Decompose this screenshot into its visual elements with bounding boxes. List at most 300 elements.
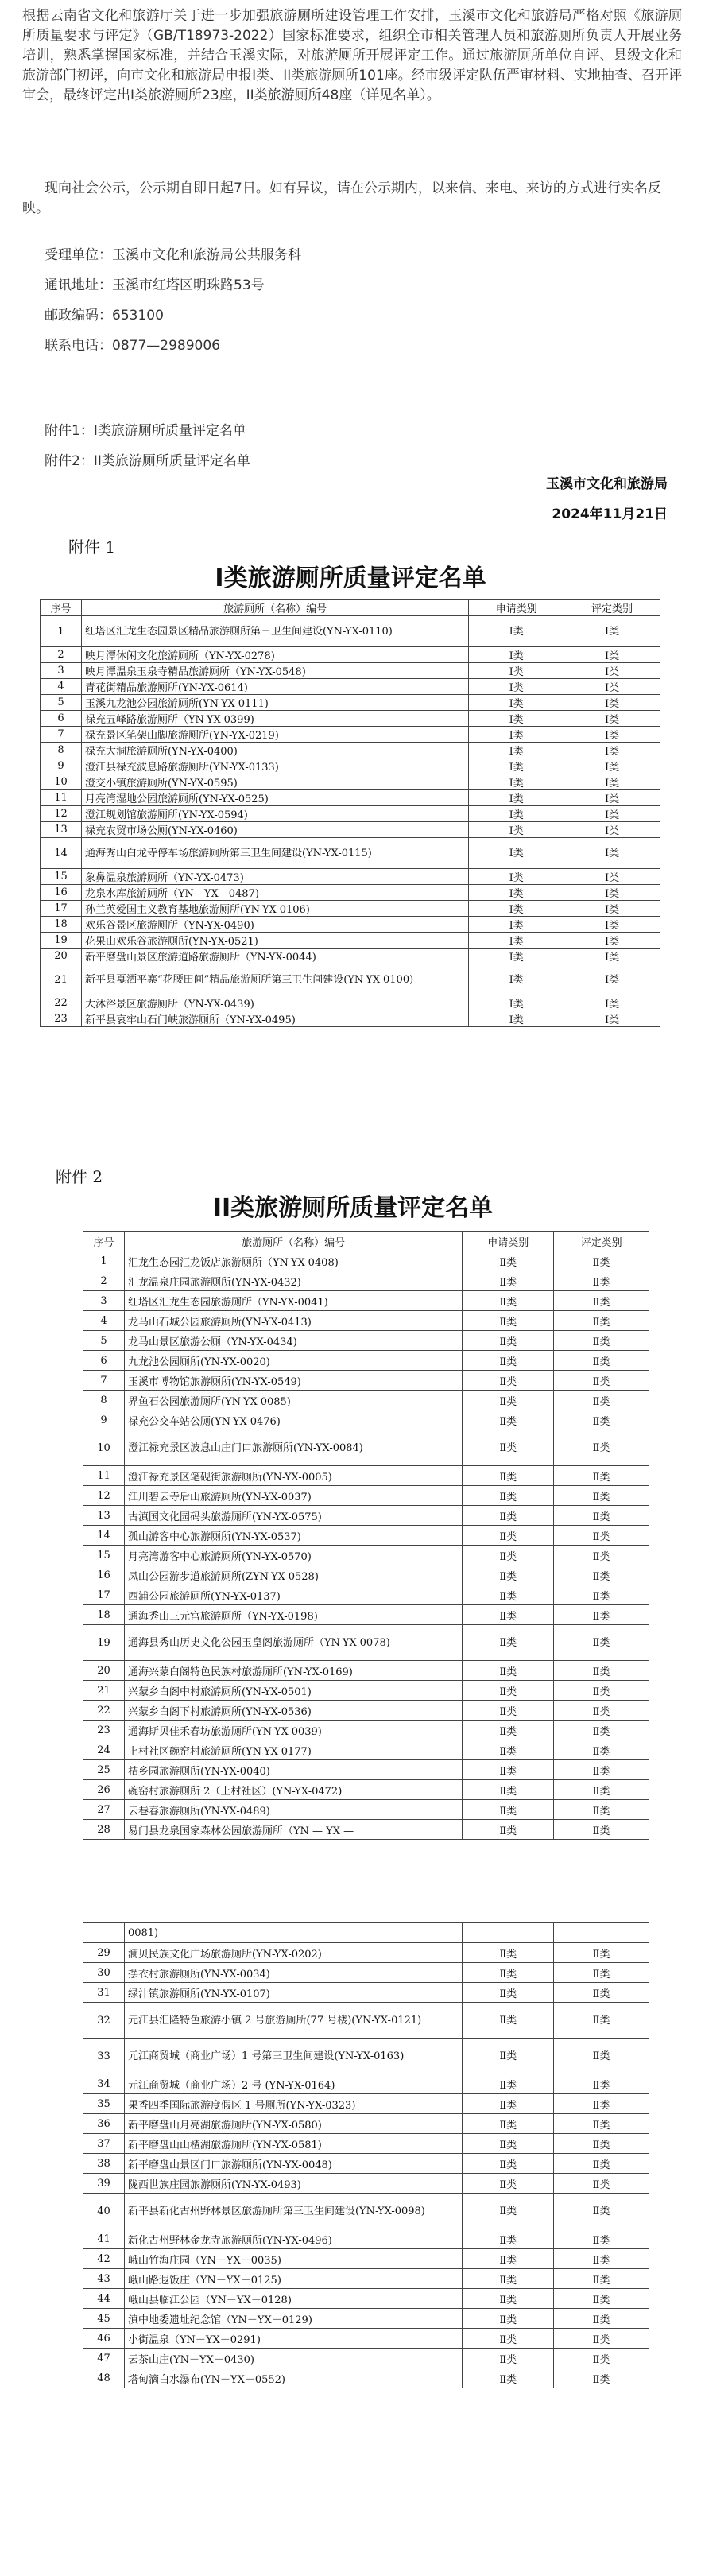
row-number: 45	[83, 2309, 125, 2329]
rated-category: Ⅰ类	[564, 964, 660, 995]
annex1-label: 附件 1	[68, 537, 116, 557]
applied-category: Ⅱ类	[463, 1585, 554, 1605]
intro-section	[22, 6, 682, 106]
intro-paragraph: 根据云南省文化和旅游厅关于进一步加强旅游厕所建设管理工作安排，玉溪市文化和旅游局严格对照《旅游厕所质量要求与评定》（GB/T18973-2022）国家标准要求，组织全市相关管理人员和旅游厕所负责人开展业务培训，熟悉掌握国家标准，并结合玉溪实际，对旅游厕所开展评定工作。通过旅游厕所单位自评、县级文化和旅游部门初评，向市文化和旅游局申报I类、II类旅游厕所101座。经市级评定队伍严审材料、实地抽查、召开评审会，最终评定出I类旅游厕所23座，II类旅游厕所48座（详见名单）。	[22, 8, 682, 103]
toilet-name: 青花街精品旅游厕所(YN-YX-0614)	[81, 679, 468, 695]
row-number: 18	[83, 1605, 125, 1625]
row-number: 11	[83, 1466, 125, 1486]
toilet-name: 新平磨盘山月亮湖旅游厕所(YN-YX-0580)	[124, 2114, 462, 2134]
table-row	[83, 1681, 649, 1701]
row-number: 16	[41, 885, 82, 901]
toilet-name: 摆衣村旅游厕所(YN-YX-0034)	[124, 1963, 462, 1983]
toilet-name: 澄江县禄充波息路旅游厕所(YN-YX-0133)	[81, 758, 468, 774]
annex2-table	[83, 1231, 649, 1840]
rated-category: Ⅱ类	[554, 2003, 649, 2039]
applied-category: Ⅱ类	[463, 1701, 554, 1721]
rated-category: Ⅱ类	[554, 2174, 649, 2194]
signature-date: 2024年11月21日	[552, 506, 668, 522]
row-number: 1	[41, 616, 82, 647]
row-number: 34	[83, 2074, 125, 2094]
table-row	[83, 1351, 649, 1371]
toilet-name: 禄充大洞旅游厕所(YN-YX-0400)	[81, 743, 468, 758]
row-number: 4	[83, 1311, 125, 1331]
table-row	[41, 711, 660, 727]
applied-category: Ⅰ类	[469, 806, 564, 822]
applied-category: Ⅱ类	[463, 1800, 554, 1820]
annex2-label: 附件 2	[56, 1167, 103, 1186]
applied-category: Ⅰ类	[469, 869, 564, 885]
row-number: 29	[83, 1943, 125, 1963]
toilet-name: 凤山公园游步道旅游厕所(ZYN-YX-0528)	[124, 1565, 462, 1585]
rated-category: Ⅰ类	[564, 711, 660, 727]
toilet-name: 新平磨盘山景区旅游道路旅游厕所（YN-YX-0044)	[81, 949, 468, 964]
rated-category: Ⅰ类	[564, 663, 660, 679]
row-number: 24	[83, 1740, 125, 1760]
row-number: 4	[41, 679, 82, 695]
row-number: 12	[41, 806, 82, 822]
rated-category: Ⅱ类	[554, 1391, 649, 1410]
rated-category: Ⅱ类	[554, 1565, 649, 1585]
table-row	[41, 995, 660, 1011]
row-number: 16	[83, 1565, 125, 1585]
rated-category: Ⅱ类	[554, 1661, 649, 1681]
toilet-name: 小街温泉（YN－YX－0291)	[124, 2329, 462, 2349]
row-number: 9	[41, 758, 82, 774]
row-number: 8	[41, 743, 82, 758]
applied-category: Ⅱ类	[463, 1271, 554, 1291]
rated-category: Ⅱ类	[554, 1311, 649, 1331]
applied-category: Ⅱ类	[463, 2269, 554, 2289]
annex2-cont-table-body	[83, 1923, 649, 2388]
table-row	[83, 1546, 649, 1565]
row-number: 48	[83, 2368, 125, 2388]
rated-category: Ⅰ类	[564, 790, 660, 806]
table-row	[41, 822, 660, 838]
table-row	[83, 2368, 649, 2388]
toilet-name: 孤山游客中心旅游厕所(YN-YX-0537)	[124, 1526, 462, 1546]
applied-category: Ⅱ类	[463, 1351, 554, 1371]
applied-category: Ⅰ类	[469, 727, 564, 743]
rated-category: Ⅱ类	[554, 2368, 649, 2388]
rated-category: Ⅱ类	[554, 1466, 649, 1486]
applied-category: Ⅱ类	[463, 1681, 554, 1701]
table-row	[41, 758, 660, 774]
table-row	[83, 1565, 649, 1585]
rated-category: Ⅰ类	[564, 695, 660, 711]
rated-category: Ⅱ类	[554, 1800, 649, 1820]
toilet-name: 通海斯贝佳禾春坊旅游厕所(YN-YX-0039)	[124, 1721, 462, 1740]
rated-category: Ⅱ类	[554, 1351, 649, 1371]
row-number: 13	[83, 1506, 125, 1526]
table-row	[41, 806, 660, 822]
row-number: 22	[41, 995, 82, 1011]
row-number: 32	[83, 2003, 125, 2039]
table-row	[41, 869, 660, 885]
table-row	[83, 2074, 649, 2094]
row-number: 10	[41, 774, 82, 790]
applied-category: Ⅰ类	[469, 933, 564, 949]
applied-category: Ⅱ类	[463, 1760, 554, 1780]
applied-category: Ⅰ类	[469, 917, 564, 933]
table-row	[83, 2309, 649, 2329]
applied-category: Ⅱ类	[463, 1526, 554, 1546]
applied-category: Ⅱ类	[463, 2003, 554, 2039]
row-number: 3	[83, 1291, 125, 1311]
row-number: 27	[83, 1800, 125, 1820]
rated-category: Ⅰ类	[564, 1011, 660, 1027]
toilet-name: 峨山县临江公园（YN－YX－0128)	[124, 2289, 462, 2309]
toilet-name: 禄充公交车站公厕(YN-YX-0476)	[124, 1410, 462, 1430]
applied-category: Ⅱ类	[463, 1546, 554, 1565]
table-header-row	[83, 1232, 649, 1251]
table-row	[83, 1251, 649, 1271]
applied-category: Ⅰ类	[469, 790, 564, 806]
applied-category: Ⅰ类	[469, 774, 564, 790]
toilet-name: 映月潭温泉玉泉寺精品旅游厕所（YN-YX-0548)	[81, 663, 468, 679]
toilet-name: 桔乡园旅游厕所(YN-YX-0040)	[124, 1760, 462, 1780]
applied-category: Ⅰ类	[469, 901, 564, 917]
toilet-name: 陇西世族庄园旅游厕所(YN-YX-0493)	[124, 2174, 462, 2194]
applied-category: Ⅱ类	[463, 2154, 554, 2174]
header-rated: 评定类别	[564, 600, 660, 616]
toilet-name: 云茶山庄(YN－YX－0430)	[124, 2349, 462, 2368]
rated-category: Ⅱ类	[554, 1585, 649, 1605]
rated-category: Ⅱ类	[554, 1820, 649, 1840]
table-row	[83, 2229, 649, 2249]
table-row	[83, 2039, 649, 2074]
row-number: 12	[83, 1486, 125, 1506]
table-row	[41, 663, 660, 679]
toilet-name: 江川碧云寺后山旅游厕所(YN-YX-0037)	[124, 1486, 462, 1506]
attachment-list	[45, 416, 250, 476]
rated-category: Ⅱ类	[554, 1943, 649, 1963]
table-row	[41, 949, 660, 964]
table-row	[41, 917, 660, 933]
rated-category: Ⅰ类	[564, 616, 660, 647]
table-row	[83, 1780, 649, 1800]
row-number: 19	[41, 933, 82, 949]
rated-category: Ⅱ类	[554, 1605, 649, 1625]
table-row	[83, 2289, 649, 2309]
signature-org: 玉溪市文化和旅游局	[546, 476, 668, 492]
contact-postcode: 邮政编码：653100	[45, 308, 164, 324]
applied-category: Ⅰ类	[469, 1011, 564, 1027]
applied-category: Ⅱ类	[463, 1430, 554, 1466]
applied-category: Ⅱ类	[463, 1625, 554, 1661]
applied-category: Ⅰ类	[469, 995, 564, 1011]
toilet-name: 禄充景区笔架山脚旅游厕所(YN-YX-0219)	[81, 727, 468, 743]
toilet-name: 澜贝民族文化广场旅游厕所(YN-YX-0202)	[124, 1943, 462, 1963]
table-row	[41, 933, 660, 949]
applied-category: Ⅰ类	[469, 758, 564, 774]
table-row	[83, 1820, 649, 1840]
table-row	[83, 1311, 649, 1331]
toilet-name: 通海兴蒙白阁特色民族村旅游厕所(YN-YX-0169)	[124, 1661, 462, 1681]
toilet-name: 龙泉水库旅游厕所（YN—YX—0487)	[81, 885, 468, 901]
toilet-name: 通海秀山白龙寺停车场旅游厕所第三卫生间建设(YN-YX-0115)	[81, 838, 468, 869]
table-row	[83, 1605, 649, 1625]
rated-category: Ⅱ类	[554, 2329, 649, 2349]
row-number: 15	[83, 1546, 125, 1565]
applied-category: Ⅱ类	[463, 2134, 554, 2154]
contact-unit: 受理单位：玉溪市文化和旅游局公共服务科	[45, 247, 301, 263]
toilet-name: 花果山欢乐谷旅游厕所(YN-YX-0521)	[81, 933, 468, 949]
applied-category: Ⅱ类	[463, 1820, 554, 1840]
table-row	[83, 2349, 649, 2368]
rated-category: Ⅱ类	[554, 2134, 649, 2154]
toilet-name: 新化古州野林金龙寺旅游厕所(YN-YX-0496)	[124, 2229, 462, 2249]
header-applied: 申请类别	[469, 600, 564, 616]
table-row	[83, 1661, 649, 1681]
applied-category: Ⅰ类	[469, 885, 564, 901]
table-header-row	[41, 600, 660, 616]
applied-category: Ⅱ类	[463, 1291, 554, 1311]
applied-category: Ⅱ类	[463, 2309, 554, 2329]
rated-category: Ⅰ类	[564, 917, 660, 933]
applied-category: Ⅱ类	[463, 1943, 554, 1963]
rated-category: Ⅱ类	[554, 1526, 649, 1546]
notice-section	[22, 179, 682, 219]
row-number: 43	[83, 2269, 125, 2289]
rated-category: Ⅰ类	[564, 806, 660, 822]
table-row	[83, 1701, 649, 1721]
row-number: 47	[83, 2349, 125, 2368]
toilet-name: 滇中地委遗址纪念馆（YN－YX－0129)	[124, 2309, 462, 2329]
applied-category: Ⅱ类	[463, 2249, 554, 2269]
row-number: 7	[83, 1371, 125, 1391]
table-row	[41, 885, 660, 901]
table-row	[83, 1963, 649, 1983]
applied-category: Ⅱ类	[463, 1466, 554, 1486]
toilet-name: 西浦公园旅游厕所(YN-YX-0137)	[124, 1585, 462, 1605]
rated-category: Ⅱ类	[554, 2349, 649, 2368]
row-number: 5	[83, 1331, 125, 1351]
table-row	[83, 2194, 649, 2229]
row-number: 17	[41, 901, 82, 917]
toilet-name: 通海秀山三元宫旅游厕所（YN-YX-0198)	[124, 1605, 462, 1625]
rated-category: Ⅱ类	[554, 2269, 649, 2289]
applied-category: Ⅱ类	[463, 1661, 554, 1681]
rated-category: Ⅱ类	[554, 1701, 649, 1721]
rated-category: Ⅱ类	[554, 2289, 649, 2309]
table-row	[41, 838, 660, 869]
row-number: 8	[83, 1391, 125, 1410]
table-row	[83, 1721, 649, 1740]
toilet-name: 汇龙生态园汇龙饭店旅游厕所（YN-YX-0408)	[124, 1251, 462, 1271]
rated-category: Ⅱ类	[554, 1371, 649, 1391]
toilet-name: 禄充农贸市场公厕(YN-YX-0460)	[81, 822, 468, 838]
toilet-name: 兴蒙乡白阁中村旅游厕所(YN-YX-0501)	[124, 1681, 462, 1701]
carry-over-row	[83, 1923, 649, 1943]
applied-category: Ⅱ类	[463, 1740, 554, 1760]
contact-info	[45, 240, 301, 361]
row-number: 33	[83, 2039, 125, 2074]
toilet-name: 元江县汇隆特色旅游小镇 2 号旅游厕所(77 号楼)(YN-YX-0121)	[124, 2003, 462, 2039]
rated-category: Ⅰ类	[564, 647, 660, 663]
rated-category: Ⅱ类	[554, 1780, 649, 1800]
rated-category: Ⅰ类	[564, 885, 660, 901]
table-row	[41, 647, 660, 663]
applied-category: Ⅱ类	[463, 1311, 554, 1331]
applied-category: Ⅰ类	[469, 949, 564, 964]
toilet-name: 月亮湾湿地公园旅游厕所(YN-YX-0525)	[81, 790, 468, 806]
rated-category: Ⅱ类	[554, 2229, 649, 2249]
rated-category: Ⅰ类	[564, 901, 660, 917]
toilet-name: 塔甸滴白水瀑布(YN－YX－0552)	[124, 2368, 462, 2388]
row-number: 21	[41, 964, 82, 995]
table-row	[41, 695, 660, 711]
toilet-name: 上村社区碗窑村旅游厕所(YN-YX-0177)	[124, 1740, 462, 1760]
table-row	[83, 1331, 649, 1351]
row-number: 18	[41, 917, 82, 933]
table-row	[83, 1271, 649, 1291]
applied-category: Ⅱ类	[463, 2174, 554, 2194]
row-number: 26	[83, 1780, 125, 1800]
applied-category: Ⅱ类	[463, 2289, 554, 2309]
applied-category: Ⅱ类	[463, 1371, 554, 1391]
table-row	[83, 1391, 649, 1410]
table-row	[83, 1800, 649, 1820]
row-number: 14	[41, 838, 82, 869]
signature-block	[546, 469, 668, 530]
rated-category: Ⅰ类	[564, 869, 660, 885]
applied-category: Ⅰ类	[469, 679, 564, 695]
row-number: 42	[83, 2249, 125, 2269]
row-number: 15	[41, 869, 82, 885]
toilet-name: 新平县哀牢山石门峡旅游厕所（YN-YX-0495)	[81, 1011, 468, 1027]
toilet-name: 元江商贸城（商业广场）2 号 (YN-YX-0164)	[124, 2074, 462, 2094]
table-row	[83, 1466, 649, 1486]
applied-category: Ⅱ类	[463, 1780, 554, 1800]
row-number: 30	[83, 1963, 125, 1983]
toilet-name: 元江商贸城（商业广场）1 号第三卫生间建设(YN-YX-0163)	[124, 2039, 462, 2074]
row-number: 3	[41, 663, 82, 679]
table-row	[83, 1371, 649, 1391]
row-number: 20	[83, 1661, 125, 1681]
table-row	[83, 1291, 649, 1311]
applied-category: Ⅰ类	[469, 964, 564, 995]
applied-category: Ⅱ类	[463, 1565, 554, 1585]
contact-address: 通讯地址：玉溪市红塔区明珠路53号	[45, 277, 265, 293]
rated-category: Ⅱ类	[554, 2114, 649, 2134]
header-name: 旅游厕所（名称）编号	[124, 1232, 462, 1251]
rated-category: Ⅰ类	[564, 774, 660, 790]
toilet-name: 九龙池公园厕所(YN-YX-0020)	[124, 1351, 462, 1371]
row-number: 37	[83, 2134, 125, 2154]
toilet-name: 易门县龙泉国家森林公园旅游厕所（YN — YX —	[124, 1820, 462, 1840]
row-number: 22	[83, 1701, 125, 1721]
table-row	[83, 1740, 649, 1760]
toilet-name: 汇龙温泉庄园旅游厕所(YN-YX-0432)	[124, 1271, 462, 1291]
rated-category: Ⅱ类	[554, 1430, 649, 1466]
toilet-name: 绿汁镇旅游厕所(YN-YX-0107)	[124, 1983, 462, 2003]
table-row	[83, 1410, 649, 1430]
rated-category: Ⅱ类	[554, 1740, 649, 1760]
applied-category: Ⅱ类	[463, 1506, 554, 1526]
applied-category: Ⅱ类	[463, 2114, 554, 2134]
rated-category: Ⅱ类	[554, 1506, 649, 1526]
toilet-name: 澄江禄充景区笔砚街旅游厕所(YN-YX-0005)	[124, 1466, 462, 1486]
toilet-name: 澄交小镇旅游厕所(YN-YX-0595)	[81, 774, 468, 790]
row-number: 38	[83, 2154, 125, 2174]
attachment-item: 附件2：II类旅游厕所质量评定名单	[45, 453, 250, 469]
contact-phone: 联系电话：0877—2989006	[45, 338, 220, 354]
applied-category: Ⅱ类	[463, 2229, 554, 2249]
toilet-name: 峨山路遐饭庄（YN－YX－0125)	[124, 2269, 462, 2289]
applied-category: Ⅱ类	[463, 1605, 554, 1625]
toilet-name: 峨山竹海庄园（YN－YX－0035)	[124, 2249, 462, 2269]
attachment-item: 附件1：I类旅游厕所质量评定名单	[45, 423, 246, 439]
toilet-name: 古滇国文化园码头旅游厕所(YN-YX-0575)	[124, 1506, 462, 1526]
table-row	[83, 2154, 649, 2174]
row-number: 2	[83, 1271, 125, 1291]
applied-category: Ⅰ类	[469, 647, 564, 663]
annex1-table-body	[41, 616, 660, 1027]
table-row	[41, 1011, 660, 1027]
toilet-name: 通海县秀山历史文化公园玉皇阁旅游厕所（YN-YX-0078)	[124, 1625, 462, 1661]
table-row	[83, 2134, 649, 2154]
applied-category: Ⅱ类	[463, 2349, 554, 2368]
row-number: 31	[83, 1983, 125, 2003]
applied-category: Ⅱ类	[463, 1983, 554, 2003]
toilet-name: 果香四季国际旅游度假区 1 号厕所(YN-YX-0323)	[124, 2094, 462, 2114]
annex1-table	[40, 599, 660, 1027]
rated-category: Ⅰ类	[564, 995, 660, 1011]
rated-category: Ⅰ类	[564, 838, 660, 869]
row-number: 1	[83, 1251, 125, 1271]
annex2-title: II类旅游厕所质量评定名单	[212, 1194, 494, 1222]
rated-category: Ⅰ类	[564, 949, 660, 964]
toilet-name: 龙马山石城公园旅游厕所(YN-YX-0413)	[124, 1311, 462, 1331]
row-number: 19	[83, 1625, 125, 1661]
row-number: 9	[83, 1410, 125, 1430]
applied-category: Ⅰ类	[469, 711, 564, 727]
rated-category: Ⅱ类	[554, 1410, 649, 1430]
applied-category: Ⅰ类	[469, 695, 564, 711]
applied-category: Ⅰ类	[469, 743, 564, 758]
row-number: 11	[41, 790, 82, 806]
row-number: 21	[83, 1681, 125, 1701]
rated-category: Ⅰ类	[564, 727, 660, 743]
applied-category: Ⅰ类	[469, 663, 564, 679]
table-row	[83, 1943, 649, 1963]
rated-category: Ⅱ类	[554, 2249, 649, 2269]
applied-category: Ⅰ类	[469, 616, 564, 647]
toilet-name: 澄江规划馆旅游厕所(YN-YX-0594)	[81, 806, 468, 822]
rated-category: Ⅱ类	[554, 2194, 649, 2229]
applied-category: Ⅰ类	[469, 838, 564, 869]
toilet-name: 象鼻温泉旅游厕所（YN-YX-0473)	[81, 869, 468, 885]
row-number: 5	[41, 695, 82, 711]
notice-paragraph: 现向社会公示，公示期自即日起7日。如有异议，请在公示期内，以来信、来电、来访的方式进行实名反映。	[22, 180, 661, 216]
rated-category: Ⅱ类	[554, 1546, 649, 1565]
toilet-name: 龙马山景区旅游公厕（YN-YX-0434)	[124, 1331, 462, 1351]
toilet-name: 月亮湾游客中心旅游厕所(YN-YX-0570)	[124, 1546, 462, 1565]
toilet-name: 新平磨盘山景区门口旅游厕所(YN-YX-0048)	[124, 2154, 462, 2174]
rated-category: Ⅱ类	[554, 1271, 649, 1291]
rated-category: Ⅱ类	[554, 1291, 649, 1311]
row-number: 2	[41, 647, 82, 663]
table-row	[41, 964, 660, 995]
table-row	[83, 2114, 649, 2134]
rated-category: Ⅱ类	[554, 2094, 649, 2114]
applied-category: Ⅱ类	[463, 1486, 554, 1506]
table-row	[83, 2003, 649, 2039]
rated-category: Ⅱ类	[554, 1251, 649, 1271]
row-number: 13	[41, 822, 82, 838]
applied-category: Ⅱ类	[463, 2039, 554, 2074]
applied-category: Ⅱ类	[463, 2194, 554, 2229]
